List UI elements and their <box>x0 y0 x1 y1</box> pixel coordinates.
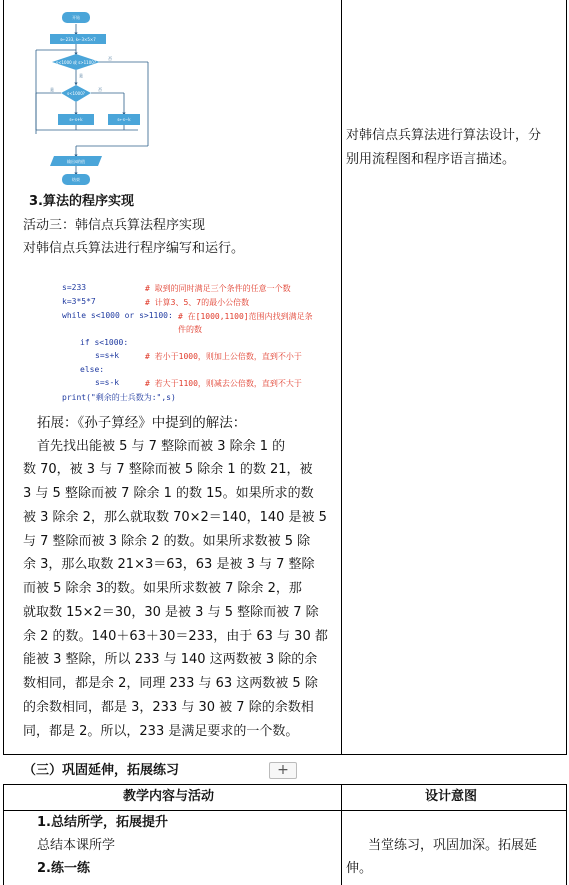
table2-col2-header: 设计意图 <box>425 789 478 804</box>
fc-add-text: s←s+k <box>69 117 83 122</box>
table1-right-border <box>566 0 567 754</box>
fc-output-text: 输出s的值 <box>66 159 86 164</box>
code-comment-5: # 若小于1000，则加上公倍数，直到不小于 <box>145 352 302 361</box>
extension-line: 能被 3 整除，所以 233 与 140 这两数被 3 除的余 <box>23 652 318 667</box>
extension-line: 被 3 除余 2，那么就取数 70×2＝140，140 是被 5 <box>23 510 327 525</box>
fc-start-text: 开始 <box>72 15 80 20</box>
extension-line: 首先找出能被 5 与 7 整除而被 3 除余 1 的 <box>37 439 286 454</box>
extension-line: 的余数相同，都是 3，233 与 30 被 7 除的余数相 <box>23 700 314 715</box>
fc-sub-text: s←s−k <box>117 117 131 122</box>
section-three-heading: （三）巩固延伸，拓展练习 <box>23 763 180 778</box>
code-line-4: if s<1000: <box>80 338 129 347</box>
design-intent-1-line1: 对韩信点兵算法进行算法设计，分 <box>346 128 542 143</box>
code-comment-2: # 计算3、5、7的最小公倍数 <box>145 298 250 307</box>
code-line-3: while s<1000 or s>1100: <box>62 311 173 320</box>
code-line-7: s=s-k <box>95 378 120 387</box>
fc-end-text: 结束 <box>72 177 80 182</box>
table2-item1: 1.总结所学，拓展提升 <box>37 815 168 830</box>
table2-intent-line2: 伸。 <box>346 861 373 876</box>
extension-line: 同，都是 2。所以，233 是满足要求的一个数。 <box>23 724 299 739</box>
section3-desc: 对韩信点兵算法进行程序编写和运行。 <box>23 241 245 256</box>
code-comment-7: # 若大于1100，则减去公倍数，直到不大于 <box>145 379 302 388</box>
table1-left-border <box>3 0 4 754</box>
table2-item2: 2.练一练 <box>37 861 90 876</box>
table2-intent-line1: 当堂练习，巩固加深。拓展延 <box>368 838 538 853</box>
table2-header-border <box>3 810 567 811</box>
table2-top-border <box>3 784 567 785</box>
table1-middle-border <box>341 0 342 754</box>
extension-line: 就取数 15×2＝30，30 是被 3 与 5 整除而被 7 除 <box>23 605 319 620</box>
section3-title: 3.算法的程序实现 <box>29 194 134 209</box>
table1-bottom-border <box>3 754 567 755</box>
extension-line: 数 70，被 3 与 7 整除而被 5 除余 1 的数 21，被 <box>23 462 313 477</box>
extension-title: 拓展：《孙子算经》中提到的解法： <box>37 415 247 431</box>
code-line-2: k=3*5*7 <box>62 297 96 306</box>
table2-middle-border <box>341 784 342 885</box>
fc-no-label-2: 否 <box>98 87 102 92</box>
table2-left-border <box>3 784 4 885</box>
table2-item1-desc: 总结本课所学 <box>37 838 116 853</box>
flowchart-diagram <box>28 6 158 192</box>
extension-line: 余 3，那么取数 21×3＝63，63 是被 3 与 7 整除 <box>23 557 315 572</box>
code-comment-3b: 件的数 <box>178 325 202 334</box>
table2-col1-header: 教学内容与活动 <box>123 789 215 804</box>
extension-line: 余 2 的数。140＋63＋30＝233，由于 63 与 30 都 <box>23 629 328 644</box>
extension-line: 3 与 5 整除而被 7 除余 1 的数 15。如果所求的数 <box>23 486 314 501</box>
code-comment-3: # 在[1000,1100]范围内找到满足条 <box>178 312 313 321</box>
code-line-5: s=s+k <box>95 351 120 360</box>
fc-cond2-text: s<1000? <box>67 91 85 96</box>
code-comment-1: # 取到的同时满足三个条件的任意一个数 <box>145 284 291 293</box>
fc-yes-label-2: 是 <box>50 87 54 92</box>
fc-no-label-1: 否 <box>108 56 112 61</box>
code-line-1: s=233 <box>62 283 87 292</box>
code-line-6: else: <box>80 365 105 374</box>
add-block-button[interactable] <box>269 762 297 779</box>
fc-yes-label-1: 是 <box>79 73 83 78</box>
design-intent-1-line2: 别用流程图和程序语言描述。 <box>346 152 516 167</box>
fc-cond1-text: s<1000 或 s>1100? <box>56 60 96 65</box>
extension-line: 数相同，都是余 2，同理 233 与 63 这两数被 5 除 <box>23 676 318 691</box>
table2-right-border <box>566 784 567 885</box>
plus-icon: + <box>277 762 289 778</box>
section3-activity: 活动三：韩信点兵算法程序实现 <box>23 218 206 233</box>
extension-line: 而被 5 除余 3的数。如果所求数被 7 除余 2，那 <box>23 581 302 596</box>
fc-init-text: s←233, k←3×5×7 <box>60 37 96 42</box>
code-line-8: print("剩余的士兵数为:",s) <box>62 393 176 402</box>
extension-line: 与 7 整除而被 3 除余 2 的数。如果所求数被 5 除 <box>23 534 311 549</box>
